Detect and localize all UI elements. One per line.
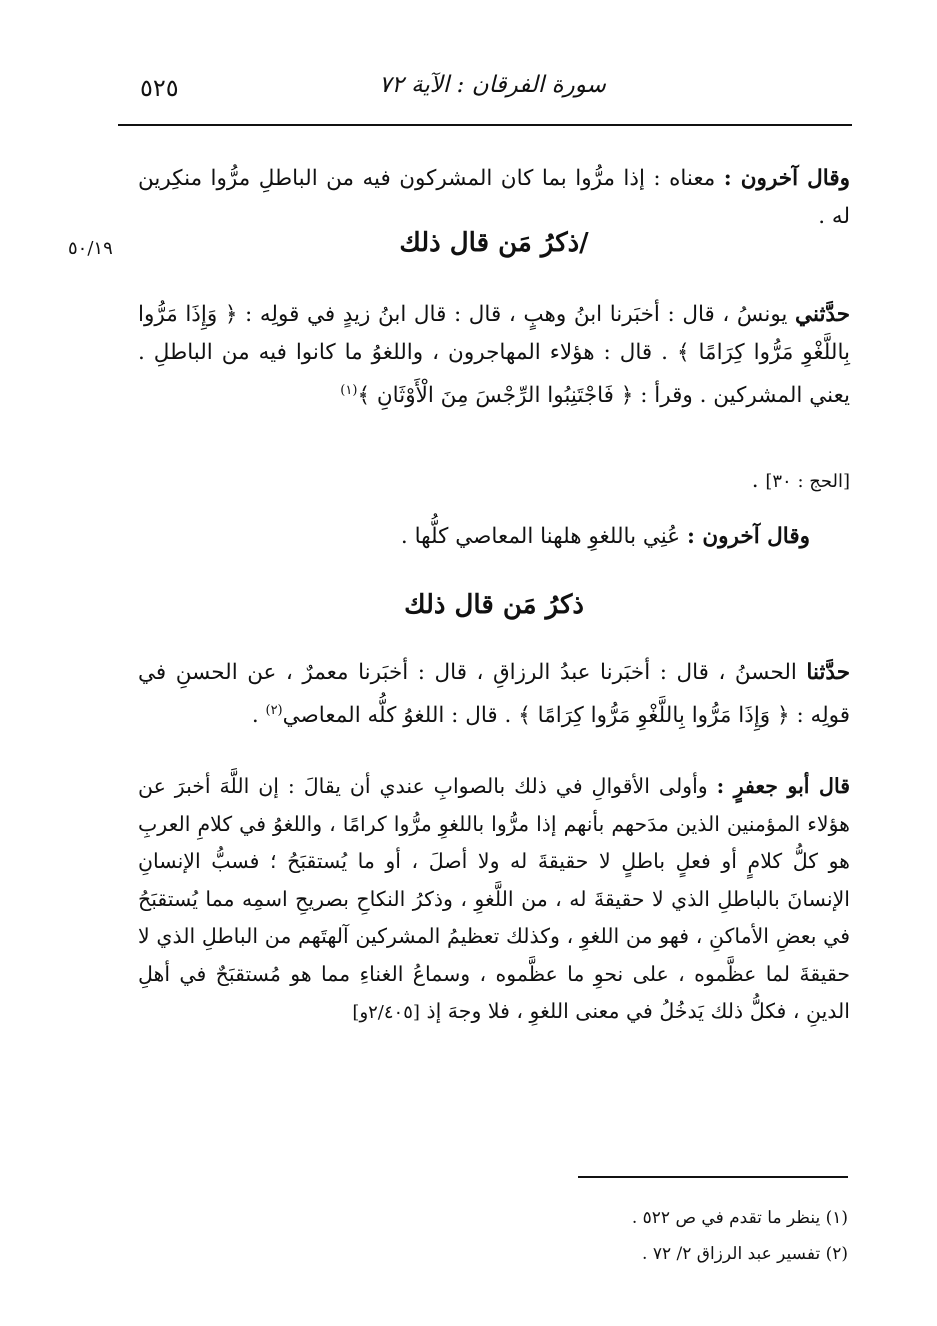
paragraph-text: . قال : اللغوُ كلُّه المعاصي xyxy=(282,703,519,729)
footnote-rule xyxy=(578,1176,848,1178)
speaker-label: حدَّثني xyxy=(795,302,850,327)
paragraph-text: وأولى الأقوالِ في ذلك بالصوابِ عندي أن يقالَ : إن اللَّهَ أخبرَ عن هؤلاء المؤمنين الذين مدَحهم بأنهم إذا مرُّوا باللغوِ مرُّوا كرامًا ، واللغوُ في كلامِ العربِ هو كلُّ كلامٍ أو فعلٍ باطلٍ لا حقيقةَ له ولا أصلَ ، أو ما يُستقبَحُ ؛ فسبُّ الإنسانِ الإنسانَ بالباطلِ الذي لا حقيقةَ له ، من اللَّغوِ ، وذكرُ النكاحِ بصريحِ اسمِه مما يُستقبَحُ في بعضِ الأماكنِ ، فهو من اللغوِ ، وكذلك تعظيمُ المشركين آلهتَهم من الباطلِ الذي لا حقيقةَ لما عظَّموه ، على نحوِ ما عظَّموه ، وسماعُ الغناءِ مما هو مُستقبَحٌ في أهلِ الدينِ ، فكلُّ ذلك يَدخُلُ في معنى اللغوِ ، فلا وجهَ إذ xyxy=(138,774,850,1023)
footnote-2: (٢) تفسير عبد الرزاق ٢/ ٧٢ . xyxy=(642,1244,848,1264)
paragraph-4 xyxy=(138,654,850,735)
quran-quote: ﴿ وَإِذَا مَرُّوا بِاللَّغْوِ مَرُّوا كِرَامًا ﴾ xyxy=(518,703,790,729)
section-heading-2: ذكرُ مَن قال ذلك xyxy=(404,590,584,620)
speaker-label: وقال آخرون : xyxy=(686,524,810,549)
speaker-label: قال أبو جعفرٍ : xyxy=(716,774,850,798)
page-header xyxy=(120,64,855,104)
footnote-1: (١) ينظر ما تقدم في ص ٥٢٢ . xyxy=(631,1208,848,1228)
paragraph-3 xyxy=(138,518,810,556)
paragraph-2-citation xyxy=(138,462,850,501)
paragraph-text: معناه : إذا مرُّوا بما كان المشركون فيه من الباطلِ مرُّوا منكِرين له . xyxy=(138,166,850,229)
footnote-marker: (٢) xyxy=(265,703,283,718)
section-heading-1: /ذكرُ مَن قال ذلك xyxy=(399,228,589,258)
paragraph-text: . xyxy=(251,703,266,729)
speaker-label: وقال آخرون : xyxy=(723,166,851,191)
paragraph-text: عُنِي باللغوِ هلهنا المعاصي كلُّها . xyxy=(400,524,687,549)
quran-quote: ﴿ فَاجْتَنِبُوا الرِّجْسَ مِنَ الْأَوْثَانِ ﴾ xyxy=(357,383,634,409)
paragraph-5 xyxy=(138,768,850,1032)
paragraph-text: . xyxy=(751,468,766,493)
paragraph-2 xyxy=(138,296,850,415)
verse-citation: [الحج : ٣٠] xyxy=(765,471,850,492)
paragraph-text: . قال : هؤلاء المهاجرون ، واللغوُ ما كانوا فيه من الباطلِ . يعني المشركين . وقرأ : xyxy=(138,340,850,409)
page-marker: [٢/٤٠٥و] xyxy=(352,1002,420,1023)
header-rule xyxy=(118,124,852,126)
paragraph-1 xyxy=(138,160,850,236)
running-title: سورة الفرقان : الآية ٧٢ xyxy=(379,72,606,98)
quran-quote: ﴿ وَإِذَا مَرُّوا بِاللَّغْوِ مَرُّوا كِرَامًا ﴾ xyxy=(138,302,850,365)
margin-reference: ٥٠/١٩ xyxy=(68,238,113,259)
speaker-label: حدَّثنا xyxy=(806,660,850,685)
paragraph-text: الحسنُ ، قال : أخبَرنا عبدُ الرزاقِ ، قال : أخبَرنا معمرٌ ، عن الحسنِ في قولِه : xyxy=(138,660,850,729)
page-number: ٥٢٥ xyxy=(140,74,179,102)
paragraph-text: يونسُ ، قال : أخبَرنا ابنُ وهبٍ ، قال : قال ابنُ زيدٍ في قولِه : xyxy=(237,302,796,327)
footnote-marker: (١) xyxy=(340,383,358,398)
